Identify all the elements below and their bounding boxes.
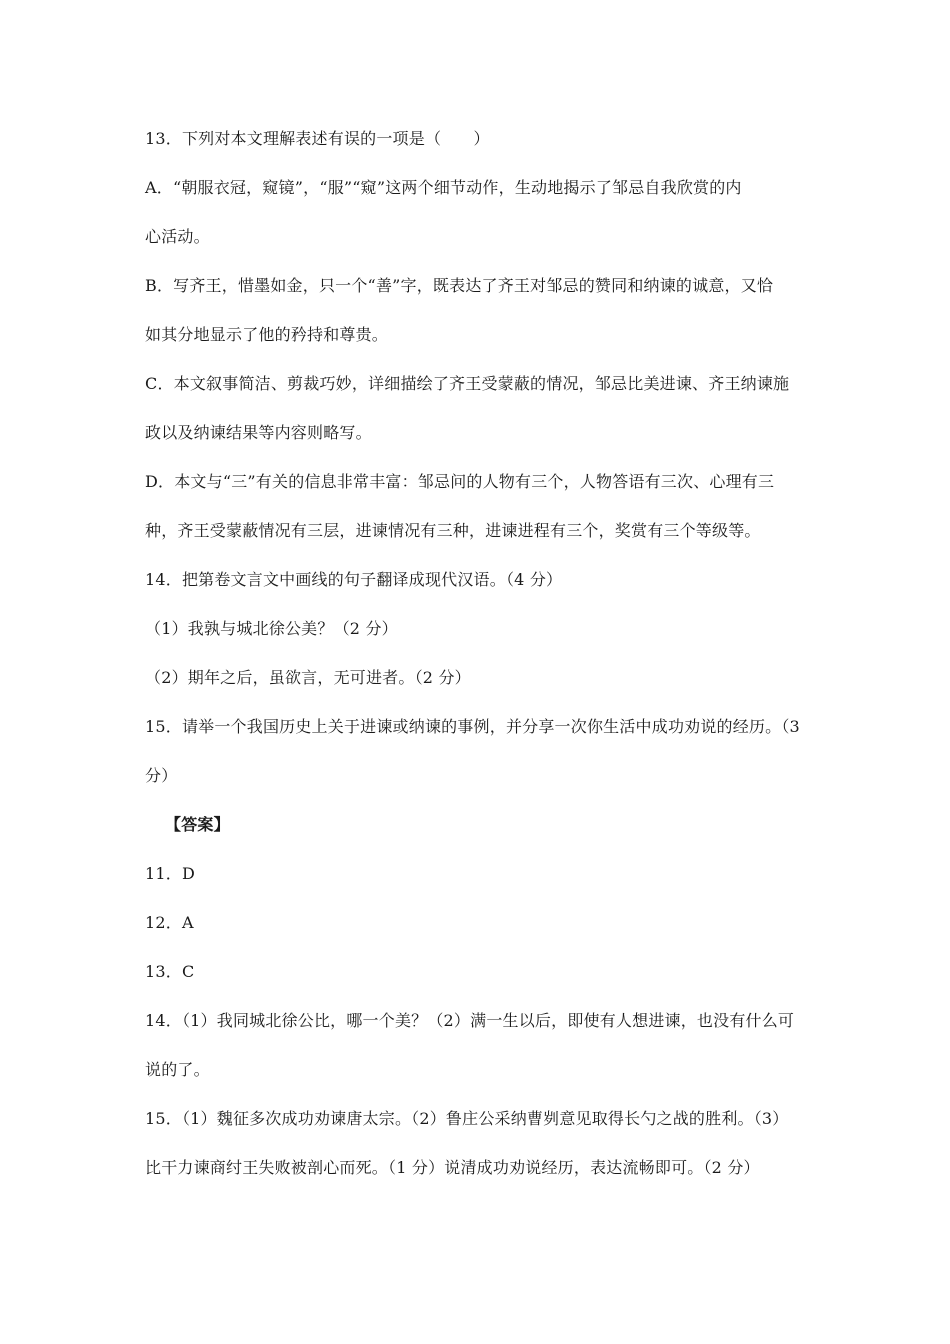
answer-14-cont: 说的了。: [145, 1060, 210, 1079]
question-13-option-d-cont: 种，齐王受蒙蔽情况有三层，进谏情况有三种，进谏进程有三个，奖赏有三个等级等。: [145, 521, 761, 540]
question-13-option-d: D．本文与“三”有关的信息非常丰富：邹忌问的人物有三个，人物答语有三次、心理有三: [145, 472, 775, 491]
question-14-item-2: （2）期年之后，虽欲言，无可进者。（2 分）: [145, 668, 471, 687]
answer-13: 13．C: [145, 962, 195, 981]
question-14-stem: 14．把第卷文言文中画线的句子翻译成现代汉语。（4 分）: [145, 570, 563, 589]
answer-15: 15．（1）魏征多次成功劝谏唐太宗。（2）鲁庄公采纳曹刿意见取得长勺之战的胜利。（3）: [145, 1109, 789, 1128]
question-15-stem-cont: 分）: [145, 766, 178, 785]
question-13-option-c-cont: 政以及纳谏结果等内容则略写。: [145, 423, 372, 442]
question-13-option-a: A．“朝服衣冠，窥镜”，“服”“窥”这两个细节动作，生动地揭示了邹忌自我欣赏的内: [145, 178, 742, 197]
answer-11: 11．D: [145, 864, 195, 883]
question-14-item-1: （1）我孰与城北徐公美？（2 分）: [145, 619, 398, 638]
question-13-option-c: C．本文叙事简洁、剪裁巧妙，详细描绘了齐王受蒙蔽的情况，邹忌比美进谏、齐王纳谏施: [145, 374, 790, 393]
answer-heading: 【答案】: [165, 815, 230, 834]
question-13-option-b: B．写齐王，惜墨如金，只一个“善”字，既表达了齐王对邹忌的赞同和纳谏的诚意，又恰: [145, 276, 774, 295]
document-body: [145, 127, 815, 1205]
answer-14: 14．（1）我同城北徐公比，哪一个美？（2）满一生以后，即使有人想进谏，也没有什么可: [145, 1011, 795, 1030]
answer-15-cont: 比干力谏商纣王失败被剖心而死。（1 分）说清成功劝说经历，表达流畅即可。（2 分）: [145, 1158, 760, 1177]
question-13-option-a-cont: 心活动。: [145, 227, 210, 246]
question-15-stem: 15．请举一个我国历史上关于进谏或纳谏的事例，并分享一次你生活中成功劝说的经历。（3: [145, 717, 800, 736]
question-13-option-b-cont: 如其分地显示了他的矜持和尊贵。: [145, 325, 389, 344]
question-13-stem: 13．下列对本文理解表述有误的一项是（ ）: [145, 129, 490, 148]
answer-12: 12．A: [145, 913, 194, 932]
